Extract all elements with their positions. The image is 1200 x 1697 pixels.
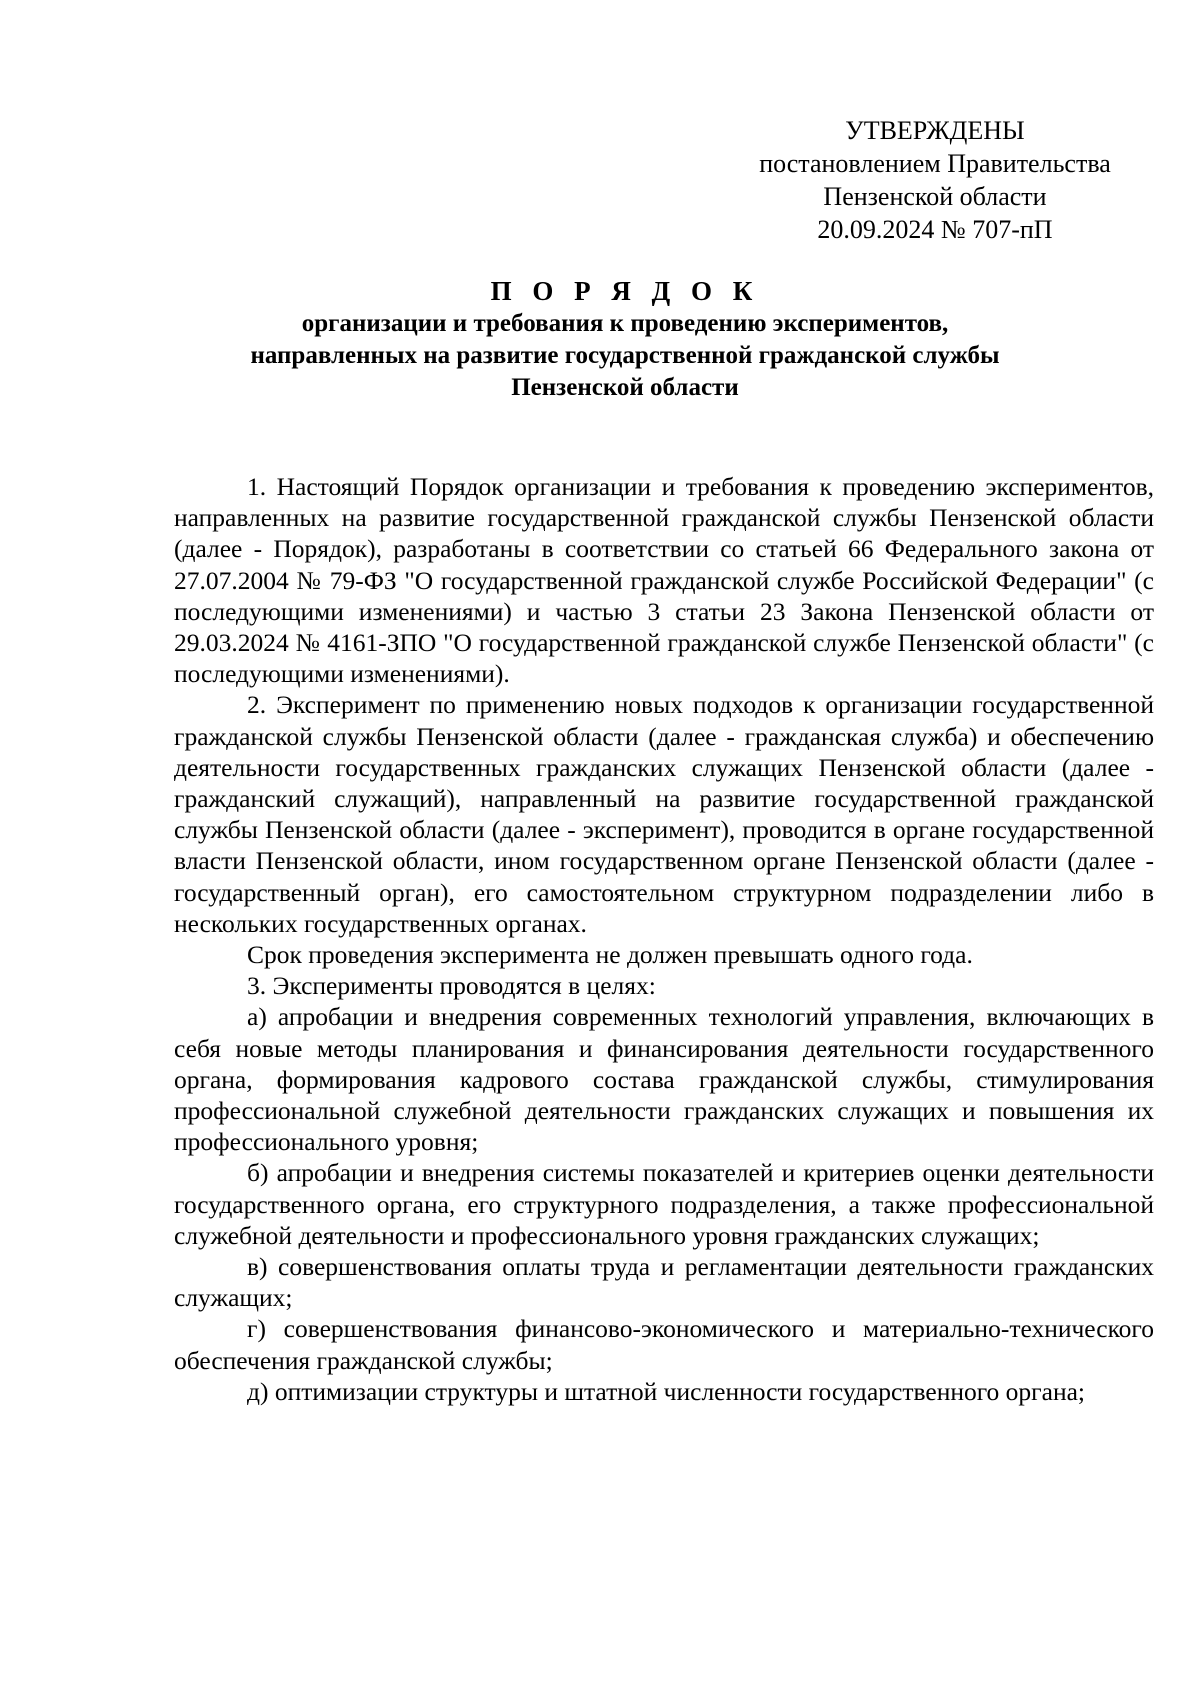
approval-heading: УТВЕРЖДЕНЫ bbox=[845, 116, 1025, 145]
title-subtitle-line-1: организации и требования к проведению экспериментов, bbox=[301, 310, 949, 337]
document-body bbox=[174, 471, 1154, 1407]
paragraph-3: 3. Эксперименты проводятся в целях: bbox=[247, 971, 656, 1001]
paragraph-3b: б) апробации и внедрения системы показателей и критериев оценки деятельности государственного органа, его структурного подразделения, а также профессиональной служебной деятельности и профессионального уровня гражданских служащих; bbox=[174, 1158, 1154, 1250]
paragraph-3v: в) совершенствования оплаты труда и регламентации деятельности гражданских служащих; bbox=[174, 1252, 1154, 1313]
paragraph-2: 2. Эксперимент по применению новых подходов к организации государственной гражданской службы Пензенской области (далее - гражданская служба) и обеспечению деятельности государственных гражданских служащих Пензенской области (далее - гражданский служащий), направленный на развитие государственной гражданской службы Пензенской области (далее - эксперимент), проводится в органе государственной власти Пензенской области, ином государственном органе Пензенской области (далее - государственный орган), его самостоятельном структурном подразделении либо в нескольких государственных органах. bbox=[174, 690, 1154, 938]
paragraph-3d: д) оптимизации структуры и штатной численности государственного органа; bbox=[247, 1376, 1086, 1406]
paragraph-term: Срок проведения эксперимента не должен превышать одного года. bbox=[247, 940, 973, 970]
paragraph-3g: г) совершенствования финансово-экономического и материально-технического обеспечения гражданской службы; bbox=[174, 1314, 1154, 1375]
document-title bbox=[175, 274, 1075, 404]
approval-stamp bbox=[735, 114, 1135, 246]
approval-region: Пензенской области bbox=[823, 182, 1047, 211]
title-subtitle bbox=[175, 308, 1075, 404]
title-main: П О Р Я Д О К bbox=[490, 276, 760, 306]
paragraph-3a: а) апробации и внедрения современных технологий управления, включающих в себя новые методы планирования и финансирования деятельности государственного органа, формирования кадрового состава гражданской службы, стимулирования профессиональной служебной деятельности гражданских служащих и повышения их профессионального уровня; bbox=[174, 1002, 1154, 1157]
approval-date-number: 20.09.2024 № 707-пП bbox=[817, 215, 1053, 244]
paragraph-1: 1. Настоящий Порядок организации и требования к проведению экспериментов, направленных на развитие государственной гражданской службы Пензенской области (далее - Порядок), разработаны в соответствии со статьей 66 Федерального закона от 27.07.2004 № 79-ФЗ "О государственной гражданской службе Российской Федерации" (с последующими изменениями) и частью 3 статьи 23 Закона Пензенской области от 29.03.2024 № 4161-ЗПО "О государственной гражданской службе Пензенской области" (с последующими изменениями). bbox=[174, 472, 1154, 689]
title-subtitle-line-2: направленных на развитие государственной гражданской службы bbox=[250, 342, 1000, 369]
approval-resolution: постановлением Правительства bbox=[759, 149, 1111, 178]
title-subtitle-line-3: Пензенской области bbox=[511, 374, 739, 401]
